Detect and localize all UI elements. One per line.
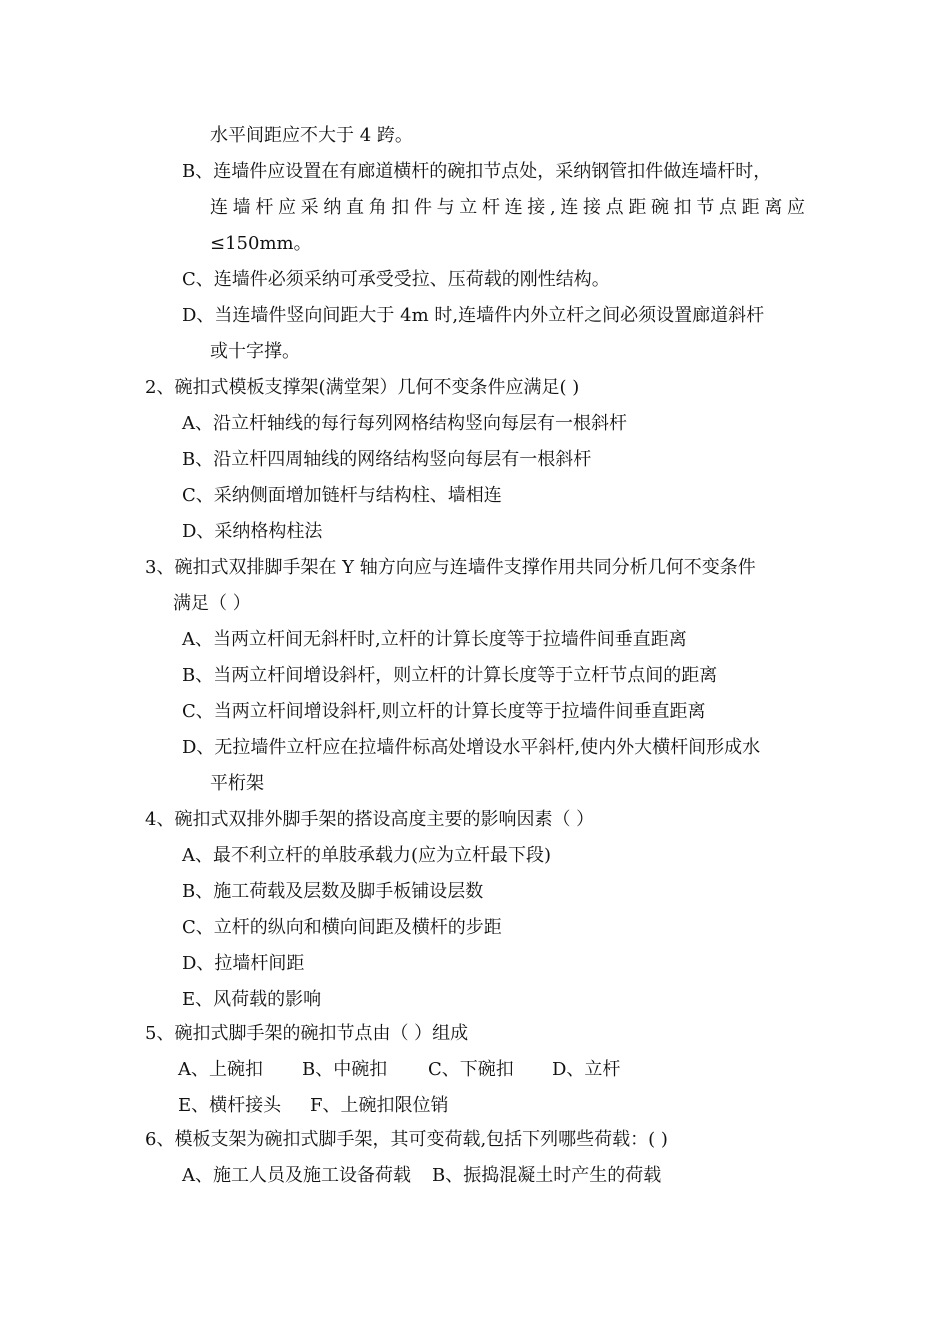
question-3-line2: 满足（ ） [173,593,251,614]
q2-option-d: D、采纳格构柱法 [182,521,323,542]
question-5: 5、碗扣式脚手架的碗扣节点由（ ）组成 [145,1023,469,1044]
q2-option-b: B、沿立杆四周轴线的网络结构竖向每层有一根斜杆 [182,449,592,470]
q2-option-c: C、采纳侧面增加链杆与结构柱、墙相连 [182,485,502,506]
q1-option-d-line1: D、当连墙件竖向间距大于 4m 时,连墙件内外立杆之间必须设置廊道斜杆 [182,305,765,326]
q5-option-c: C、下碗扣 [428,1059,514,1080]
q5-option-e: E、横杆接头 [178,1095,282,1116]
question-3-line1: 3、碗扣式双排脚手架在 Y 轴方向应与连墙件支撑作用共同分析几何不变条件 [145,557,756,578]
q5-option-b: B、中碗扣 [302,1059,388,1080]
q1-option-a-continuation: 水平间距应不大于 4 跨。 [210,125,413,146]
q3-option-d-line2: 平桁架 [210,773,264,794]
q1-option-b-line3: ≤150mm。 [210,233,312,254]
q1-option-b-line1: B、连墙件应设置在有廊道横杆的碗扣节点处，采纳钢管扣件做连墙杆时， [182,161,772,182]
question-2: 2、碗扣式模板支撑架(满堂架）几何不变条件应满足( ) [145,377,580,398]
q3-option-d-line1: D、无拉墙件立杆应在拉墙件标高处增设水平斜杆,使内外大横杆间形成水 [182,737,761,758]
q4-option-a: A、最不利立杆的单肢承载力(应为立杆最下段) [182,845,552,866]
q5-option-f: F、上碗扣限位销 [310,1095,449,1116]
q6-option-a: A、施工人员及施工设备荷载 [182,1165,411,1186]
q1-option-d-line2: 或十字撑。 [210,341,300,362]
q4-option-d: D、拉墙杆间距 [182,953,305,974]
q6-option-b: B、振捣混凝土时产生的荷载 [432,1165,662,1186]
q3-option-b: B、当两立杆间增设斜杆，则立杆的计算长度等于立杆节点间的距离 [182,665,718,686]
q1-option-b-line2: 连墙杆应采纳直角扣件与立杆连接,连接点距碗扣节点距离应 [210,197,805,218]
q4-option-b: B、施工荷载及层数及脚手板铺设层数 [182,881,484,902]
q4-option-c: C、立杆的纵向和横向间距及横杆的步距 [182,917,502,938]
question-6: 6、模板支架为碗扣式脚手架，其可变荷载,包括下列哪些荷载：( ) [145,1129,668,1150]
question-4: 4、碗扣式双排外脚手架的搭设高度主要的影响因素（ ） [145,809,595,830]
q3-option-a: A、当两立杆间无斜杆时,立杆的计算长度等于拉墙件间垂直距离 [182,629,687,650]
q2-option-a: A、沿立杆轴线的每行每列网格结构竖向每层有一根斜杆 [182,413,627,434]
q5-option-d: D、立杆 [552,1059,621,1080]
q3-option-c: C、当两立杆间增设斜杆,则立杆的计算长度等于拉墙件间垂直距离 [182,701,706,722]
q1-option-c: C、连墙件必须采纳可承受受拉、压荷载的刚性结构。 [182,269,610,290]
q4-option-e: E、风荷载的影响 [182,989,322,1010]
q5-option-a: A、上碗扣 [178,1059,263,1080]
